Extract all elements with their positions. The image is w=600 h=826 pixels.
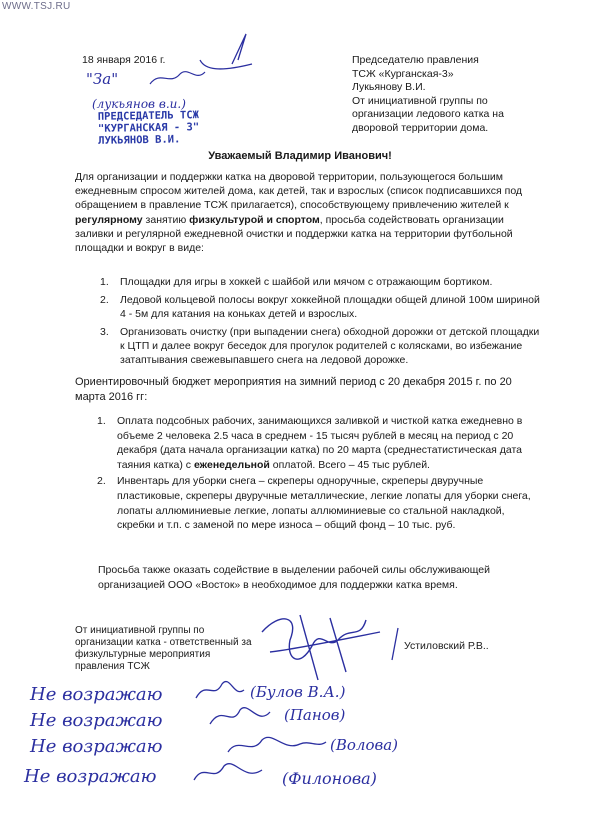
addressee-line: От инициативной группы по xyxy=(352,94,488,107)
addressee-line: Председателю правления xyxy=(352,54,479,66)
list-text: Инвентарь для уборки снега – скреперы одноручные, скреперы двуручные пластиковые, скреперы двуручные металлические, легкие лопаты для уборки снега, лопаты аллюминиевые легкие, лопаты аллюминиевые со стальной накладкой, скребки и т.п. с заменой по мере износа – общий фонд – 10 тыс. руб. xyxy=(117,475,531,532)
addressee-line: дворовой территории дома. xyxy=(352,121,489,134)
signer-name: Устиловский Р.В.. xyxy=(404,640,489,652)
addressee-line: организации ледового катка на xyxy=(352,108,504,121)
intro-text: Для организации и поддержки катка на дворовой территории, пользующегося большим ежедневным спросом жителей дома, как детей, так и взрослых (список подписавшихся под обращением в правление ТСЖ прилагается), способствующему привлечению жителей к xyxy=(75,171,523,212)
approval-phrase: Не возражаю xyxy=(30,736,163,757)
budget-intro: Ориентировочный бюджет мероприятия на зимний период с 20 декабря 2015 г. по 20 марта 2016 гг: xyxy=(75,376,512,403)
addressee-line: ТСЖ «Курганская-3» xyxy=(352,67,454,80)
list-number: 2. xyxy=(97,475,106,488)
approval-signature xyxy=(194,764,262,780)
approval-name: (Волова) xyxy=(330,736,399,754)
approval-name: (Булов В.А.) xyxy=(250,683,346,701)
approval-phrase: Не возражаю xyxy=(30,710,163,731)
approval-signature xyxy=(210,708,270,724)
list-number: 1. xyxy=(100,276,109,288)
watermark: WWW.TSJ.RU xyxy=(2,1,71,12)
approval-name: (Филонова) xyxy=(282,769,377,788)
list-number: 1. xyxy=(97,415,106,427)
resolution-name: (лукьянов в.и.) xyxy=(92,97,186,111)
salutation: Уважаемый Владимир Иванович! xyxy=(208,150,392,162)
intro-text: , просьба содействовать организации заливки и регулярной ежедневной очистки и поддержки катка на территории футбольной площадки и вокруг в виде: xyxy=(75,213,513,255)
list-text: Оплата подсобных рабочих, занимающихся заливкой и чисткой катка ежедневно в объеме 2 человека 2.5 часа в среднем - 15 тысяч рублей в месяц на период с 20 декабря (дата начала организации катка) по 20 марта (среднестатистическая дата таяния катка) с xyxy=(117,415,523,471)
list-text: Ледовой кольцевой полосы вокруг хоккейной площадки общей длиной 100м шириной 4 - 5м для катания на коньках детей и взрослых. xyxy=(120,294,540,320)
letter-date: 18 января 2016 г. xyxy=(82,54,166,66)
list-bold: еженедельной xyxy=(193,458,270,471)
addressee-line: Лукьянову В.И. xyxy=(352,81,426,94)
stamp-line: ПРЕДСЕДАТЕЛЬ ТСЖ xyxy=(97,109,200,123)
list-number: 3. xyxy=(100,326,109,338)
resolution-scribble xyxy=(200,34,252,69)
approval-signature xyxy=(228,737,326,752)
closing-paragraph: Просьба также оказать содействие в выделении рабочей силы обслуживающей организацией ООО «Восток» в необходимое для поддержки катка время. xyxy=(98,564,490,591)
approval-phrase: Не возражаю xyxy=(24,766,157,787)
list-text: Организовать очистку (при выпадении снега) обходной дорожки от детской площадки к ЦТП и далее вокруг беседок для прогулок родителей с колясками, во избежание затаптывания свежевыпавшего снега на ледовой дорожке. xyxy=(120,326,540,366)
list-text: Площадки для игры в хоккей с шайбой или мячом с отражающим бортиком. xyxy=(120,276,493,288)
stamp-line: "КУРГАНСКАЯ - 3" xyxy=(97,121,200,135)
intro-bold-sport: физкультурой и спортом xyxy=(189,213,320,226)
resolution-signature xyxy=(150,72,205,84)
signature-mark xyxy=(392,628,398,660)
list-number: 2. xyxy=(100,294,109,306)
resolution-za: "За" xyxy=(86,70,119,88)
intro-bold-regular: регулярному xyxy=(75,213,143,226)
approval-name: (Панов) xyxy=(284,706,346,724)
from-block: От инициативной группы по организации катка - ответственный за физкультурные мероприятия правления ТСЖ xyxy=(75,625,252,672)
list-text: оплатой. Всего – 45 тыс рублей. xyxy=(269,458,430,471)
approval-signature xyxy=(196,682,244,698)
stamp-line: ЛУКЬЯНОВ В.И. xyxy=(98,133,181,147)
approval-phrase: Не возражаю xyxy=(30,684,163,705)
intro-text: занятию xyxy=(142,213,190,226)
main-signature xyxy=(262,615,380,680)
